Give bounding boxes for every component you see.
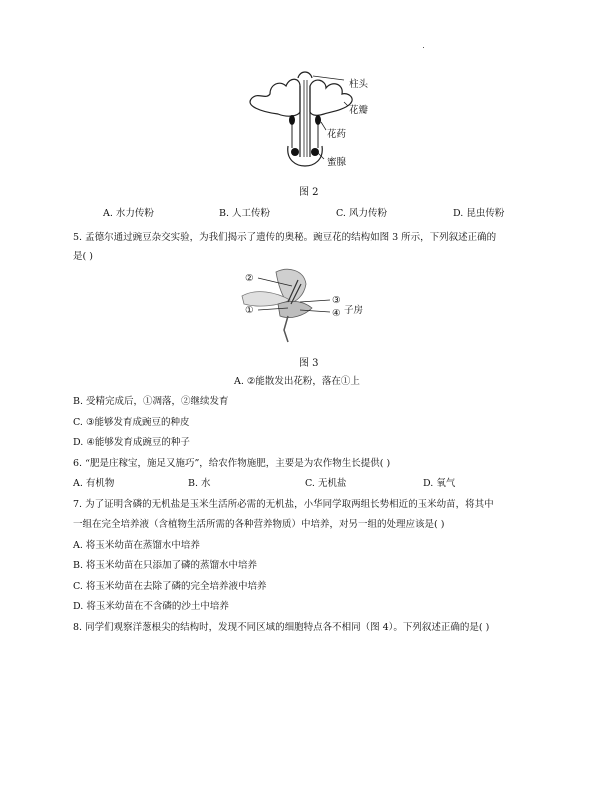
label-fig3-4: ④ bbox=[332, 308, 341, 319]
q7-stem-line1: 7. 为了证明含磷的无机盐是玉米生活所必需的无机盐，小华同学取两组长势相近的玉米幼苗，将其中 bbox=[73, 499, 494, 510]
q6-option-c[interactable]: C. 无机盐 bbox=[305, 478, 347, 489]
q4-option-c[interactable]: C. 风力传粉 bbox=[336, 208, 387, 219]
label-fig3-2: ② bbox=[245, 273, 254, 284]
pea-keel bbox=[278, 301, 312, 317]
label-nectary: 蜜腺 bbox=[327, 157, 347, 168]
q6-option-b[interactable]: B. 水 bbox=[188, 478, 211, 489]
label-fig3-1: ① bbox=[245, 305, 254, 316]
nectary-right bbox=[311, 148, 319, 156]
stigma bbox=[298, 72, 312, 78]
petal-outline bbox=[250, 79, 300, 116]
q7-option-a[interactable]: A. 将玉米幼苗在蒸馏水中培养 bbox=[73, 540, 200, 551]
q5-stem-line1: 5. 孟德尔通过豌豆杂交实验，为我们揭示了遗传的奥秘。豌豆花的结构如图 3 所示，下列叙述正确的 bbox=[73, 232, 497, 243]
q5-option-d[interactable]: D. ④能够发育成豌豆的种子 bbox=[73, 437, 190, 448]
q5-option-a[interactable]: A. ②能散发出花粉，落在①上 bbox=[234, 376, 360, 387]
q6-option-d[interactable]: D. 氧气 bbox=[423, 478, 456, 489]
q6-option-a[interactable]: A. 有机物 bbox=[73, 478, 115, 489]
anther-right bbox=[315, 115, 321, 125]
label-fig3-3: ③ bbox=[332, 295, 341, 306]
q4-option-a[interactable]: A. 水力传粉 bbox=[103, 208, 154, 219]
nectary-left bbox=[291, 148, 299, 156]
q7-option-b[interactable]: B. 将玉米幼苗在只添加了磷的蒸馏水中培养 bbox=[73, 560, 258, 571]
figure-3-pea-flower bbox=[238, 266, 348, 346]
figure-2-caption: 图 2 bbox=[299, 187, 319, 198]
q4-options bbox=[103, 205, 523, 219]
q5-option-c[interactable]: C. ③能够发育成豌豆的种皮 bbox=[73, 417, 190, 428]
q4-option-d[interactable]: D. 昆虫传粉 bbox=[453, 208, 505, 219]
q4-option-b[interactable]: B. 人工传粉 bbox=[219, 208, 271, 219]
q5-option-b[interactable]: B. 受精完成后，①凋落，②继续发育 bbox=[73, 396, 229, 407]
q7-stem-line2: 一组在完全培养液（含植物生活所需的各种营养物质）中培养，对另一组的处理应该是( ) bbox=[73, 519, 445, 530]
figure-3-caption: 图 3 bbox=[299, 358, 319, 369]
label-petal: 花瓣 bbox=[349, 105, 369, 116]
petal-outline-right bbox=[310, 80, 352, 115]
q7-option-d[interactable]: D. 将玉米幼苗在不含磷的沙土中培养 bbox=[73, 601, 229, 612]
q6-stem: 6. “肥是庄稼宝，施足又施巧”，给农作物施肥，主要是为农作物生长提供( ) bbox=[73, 458, 391, 469]
anther-left bbox=[289, 115, 295, 125]
q7-option-c[interactable]: C. 将玉米幼苗在去除了磷的完全培养液中培养 bbox=[73, 581, 267, 592]
label-stigma: 柱头 bbox=[349, 79, 369, 90]
label-anther: 花药 bbox=[327, 129, 347, 140]
page-mark bbox=[423, 47, 424, 48]
label-fig3-ovary: 子房 bbox=[344, 305, 364, 316]
q8-stem: 8. 同学们观察洋葱根尖的结构时，发现不同区域的细胞特点各不相同（图 4）。下列叙述正确的是( ) bbox=[73, 622, 490, 633]
q5-stem-line2: 是( ) bbox=[73, 251, 93, 262]
